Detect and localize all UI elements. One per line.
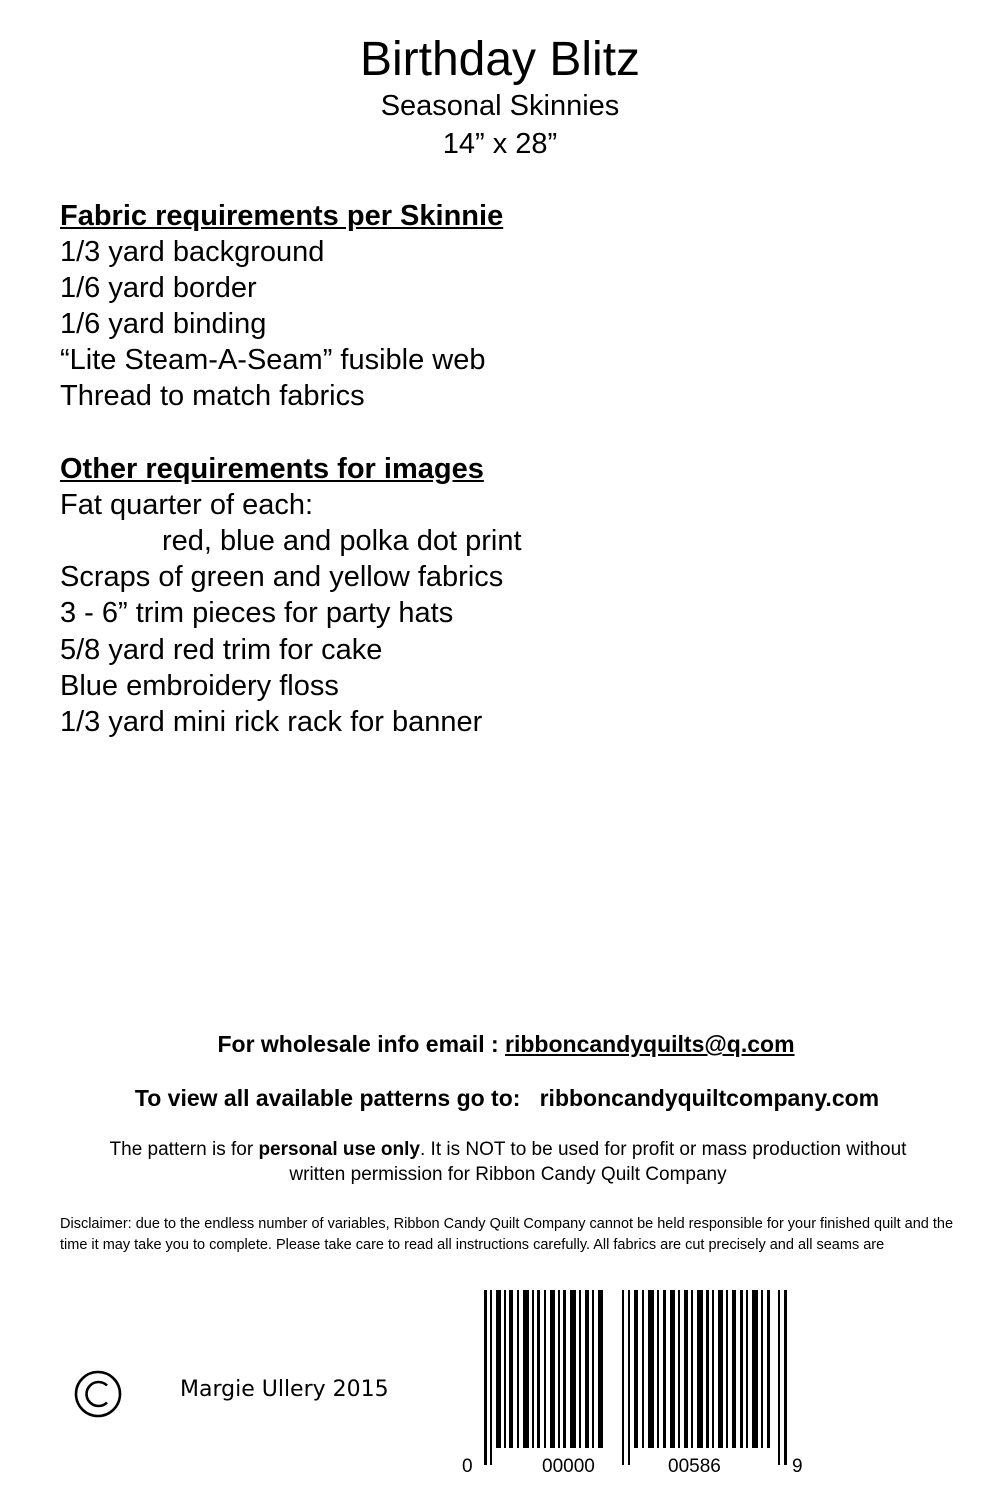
- barcode-bar: [726, 1290, 728, 1448]
- barcode-bar: [504, 1290, 506, 1448]
- barcode-bar: [784, 1290, 787, 1465]
- barcode-bar: [718, 1290, 723, 1448]
- barcode-bar: [767, 1290, 770, 1448]
- barcode-group-right: 00586: [668, 1456, 721, 1477]
- other-requirement-item: Scraps of green and yellow fabrics: [60, 561, 504, 593]
- barcode-bar: [761, 1290, 763, 1448]
- pattern-series: Seasonal Skinnies: [380, 90, 620, 122]
- barcode-bar: [778, 1290, 780, 1465]
- fabric-requirement-item: 1/3 yard background: [60, 236, 325, 268]
- other-requirements-heading: Other requirements for images: [60, 453, 484, 485]
- barcode-bar: [697, 1290, 703, 1448]
- other-requirement-item: Fat quarter of each:: [60, 489, 314, 521]
- barcode-bar: [579, 1290, 581, 1448]
- barcode-bar: [648, 1290, 654, 1448]
- fabric-requirement-item: 1/6 yard border: [60, 272, 257, 304]
- barcode-bar: [684, 1290, 688, 1448]
- pattern-title: Birthday Blitz: [359, 33, 641, 86]
- pattern-size: 14” x 28”: [442, 128, 558, 160]
- barcode-bar: [706, 1290, 709, 1448]
- barcode-bar: [532, 1290, 534, 1448]
- patterns-website-link[interactable]: ribboncandyquiltcompany.com: [539, 1085, 880, 1111]
- barcode-bar: [550, 1290, 555, 1448]
- fabric-requirement-item: Thread to match fabrics: [60, 380, 365, 412]
- barcode-bar: [537, 1290, 540, 1448]
- barcode-bars: [484, 1290, 787, 1465]
- wholesale-info-line: [0, 1029, 1000, 1059]
- personal-use-suffix: . It is NOT to be used for profit or mass production without: [419, 1139, 907, 1160]
- fabric-requirement-item: “Lite Steam-A-Seam” fusible web: [60, 344, 486, 376]
- barcode-digit-last: 9: [792, 1456, 803, 1477]
- personal-use-prefix: The pattern is for: [109, 1139, 259, 1160]
- barcode-group-left: 00000: [542, 1456, 595, 1477]
- barcode-bar: [678, 1290, 680, 1448]
- barcode-bar: [598, 1290, 603, 1448]
- barcode-bar: [691, 1290, 693, 1448]
- fabric-requirement-item: 1/6 yard binding: [60, 308, 267, 340]
- wholesale-email-link[interactable]: ribboncandyquilts@q.com: [505, 1031, 795, 1057]
- barcode-bar: [496, 1290, 501, 1448]
- barcode-bar: [570, 1290, 576, 1448]
- barcode-bar: [642, 1290, 644, 1448]
- barcode-bar: [740, 1290, 743, 1448]
- author-credit: Margie Ullery 2015: [180, 1377, 389, 1402]
- other-requirement-item: 1/3 yard mini rick rack for banner: [60, 706, 483, 738]
- copyright-icon: [72, 1368, 124, 1420]
- barcode-bar: [712, 1290, 714, 1448]
- barcode-bar: [517, 1290, 519, 1448]
- wholesale-info-label: For wholesale info email :: [217, 1031, 506, 1057]
- other-requirement-item: 3 - 6” trim pieces for party hats: [60, 597, 454, 629]
- barcode-bar: [544, 1290, 546, 1448]
- patterns-info-line: [0, 1083, 1000, 1113]
- barcode-bar: [592, 1290, 594, 1448]
- barcode-bar: [670, 1290, 675, 1448]
- barcode-bar: [523, 1290, 529, 1448]
- barcode-bar: [628, 1290, 630, 1465]
- barcode-bar: [622, 1290, 624, 1465]
- barcode-bar: [634, 1290, 638, 1448]
- personal-use-permission: written permission for Ribbon Candy Quilt Company: [289, 1164, 727, 1185]
- barcode-bar: [558, 1290, 560, 1448]
- upc-barcode: [462, 1290, 814, 1480]
- other-requirement-subitem: red, blue and polka dot print: [162, 525, 522, 557]
- patterns-info-label: To view all available patterns go to:: [134, 1085, 521, 1111]
- barcode-bar: [490, 1290, 492, 1465]
- barcode-bar: [509, 1290, 513, 1448]
- other-requirement-item: 5/8 yard red trim for cake: [60, 634, 383, 666]
- fabric-requirements-heading: Fabric requirements per Skinnie: [60, 200, 504, 232]
- barcode-bar: [563, 1290, 566, 1448]
- barcode-bar: [657, 1290, 659, 1448]
- barcode-digit-first: 0: [462, 1456, 473, 1477]
- barcode-bar: [585, 1290, 589, 1448]
- barcode-bar: [732, 1290, 736, 1448]
- barcode-bar: [752, 1290, 758, 1448]
- barcode-bar: [484, 1290, 487, 1465]
- personal-use-notice: [58, 1137, 958, 1187]
- other-requirement-item: Blue embroidery floss: [60, 670, 339, 702]
- personal-use-emphasis: personal use only: [258, 1139, 420, 1160]
- barcode-bar: [746, 1290, 748, 1448]
- disclaimer-text: Disclaimer: due to the endless number of variables, Ribbon Candy Quilt Company cannot be held responsible for your finished quilt and the time it may take you to complete. Please take care to read all instructions carefully. All fabrics are cut precisely and all seams are: [60, 1216, 954, 1253]
- barcode-bar: [663, 1290, 666, 1448]
